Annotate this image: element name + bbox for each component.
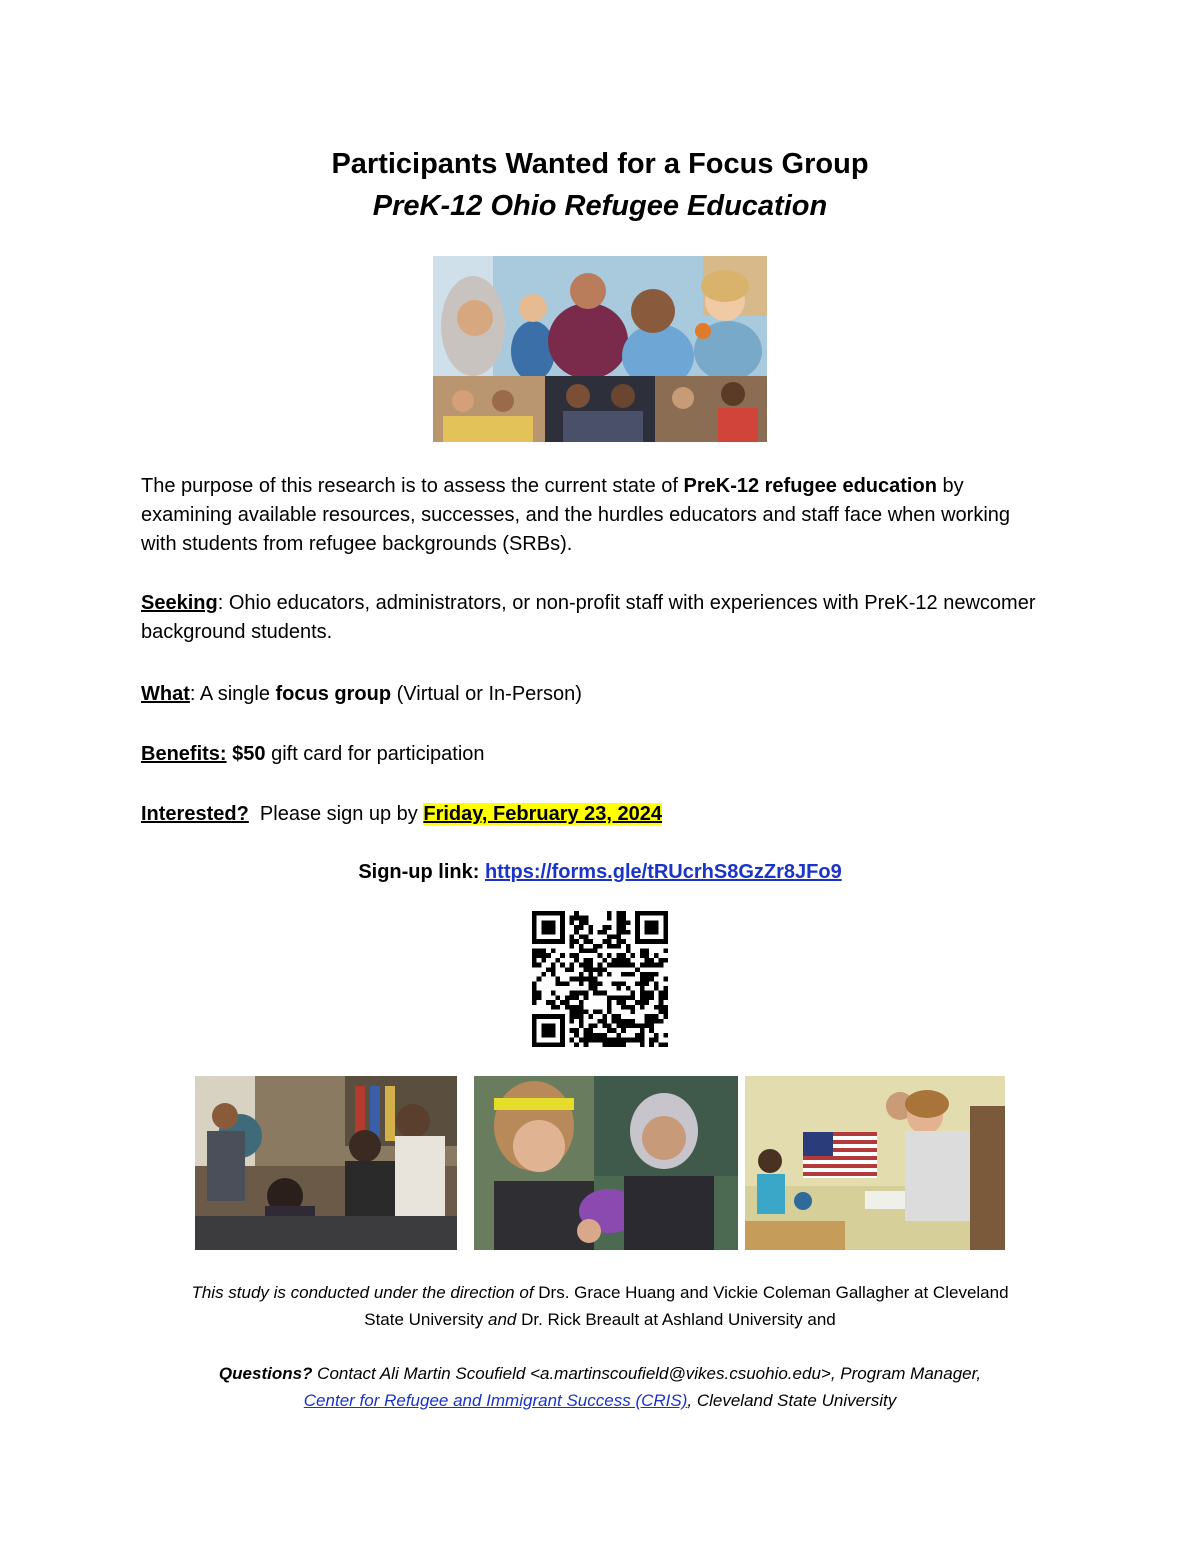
questions-paragraph	[0, 1360, 1200, 1414]
direction-text-2: Dr. Rick Breault at Ashland University and	[516, 1310, 836, 1329]
signup-label: Sign-up link:	[358, 861, 485, 883]
qr-code[interactable]	[532, 911, 668, 1047]
direction-and: and	[488, 1310, 517, 1329]
direction-paragraph	[0, 1279, 1200, 1333]
collage-children-photo	[433, 256, 767, 442]
what-text-2: (Virtual or In-Person)	[391, 683, 582, 705]
purpose-paragraph	[141, 472, 1041, 559]
direction-text-1: Drs. Grace Huang and Vickie Coleman Gallagher at Cleveland	[533, 1283, 1009, 1302]
signup-link[interactable]: https://forms.gle/tRUcrhS8GzZr8JFo9	[484, 861, 842, 883]
purpose-text-1: The purpose of this research is to assess the current state of	[141, 475, 684, 497]
benefits-paragraph	[141, 740, 1041, 769]
deadline-date: Friday, February 23, 2024	[423, 803, 663, 825]
interested-text: Please sign up by	[248, 803, 424, 825]
flyer-subtitle: PreK-12 Ohio Refugee Education	[372, 190, 828, 222]
questions-label: Questions?	[218, 1364, 313, 1383]
benefits-amount: $50	[226, 743, 266, 765]
purpose-text-2: by examining available resources, successes, and the hurdles educators and staff face when working with students from refugee backgrounds (SRBs).	[141, 475, 1011, 555]
signup-line	[0, 858, 1200, 887]
what-paragraph	[141, 680, 1041, 709]
seeking-text: : Ohio educators, administrators, or non-profit staff with experiences with PreK-12 newcomer background students.	[141, 592, 1036, 643]
interested-paragraph	[141, 800, 1041, 829]
teacher-flag-photo	[745, 1076, 1005, 1250]
direction-italic: This study is conducted under the direction of	[191, 1283, 534, 1302]
what-bold: focus group	[275, 683, 392, 705]
classroom-students-photo	[195, 1076, 457, 1250]
benefits-text: gift card for participation	[265, 743, 485, 765]
cris-after-text: , Cleveland State University	[687, 1391, 897, 1410]
benefits-label: Benefits:	[141, 743, 227, 765]
cris-link[interactable]: Center for Refugee and Immigrant Success (CRIS)	[303, 1391, 688, 1410]
teen-girls-photo	[474, 1076, 738, 1250]
seeking-label: Seeking	[141, 592, 218, 614]
purpose-bold: PreK-12 refugee education	[683, 475, 937, 497]
interested-label: Interested?	[141, 803, 249, 825]
what-text-1: : A single	[189, 683, 276, 705]
seeking-paragraph	[141, 589, 1041, 647]
questions-text: Contact Ali Martin Scoufield <a.martinscoufield@vikes.csuohio.edu>, Program Manager,	[312, 1364, 982, 1383]
what-label: What	[141, 683, 190, 705]
direction-text-1b: State University	[364, 1310, 488, 1329]
flyer-title: Participants Wanted for a Focus Group	[331, 148, 869, 180]
